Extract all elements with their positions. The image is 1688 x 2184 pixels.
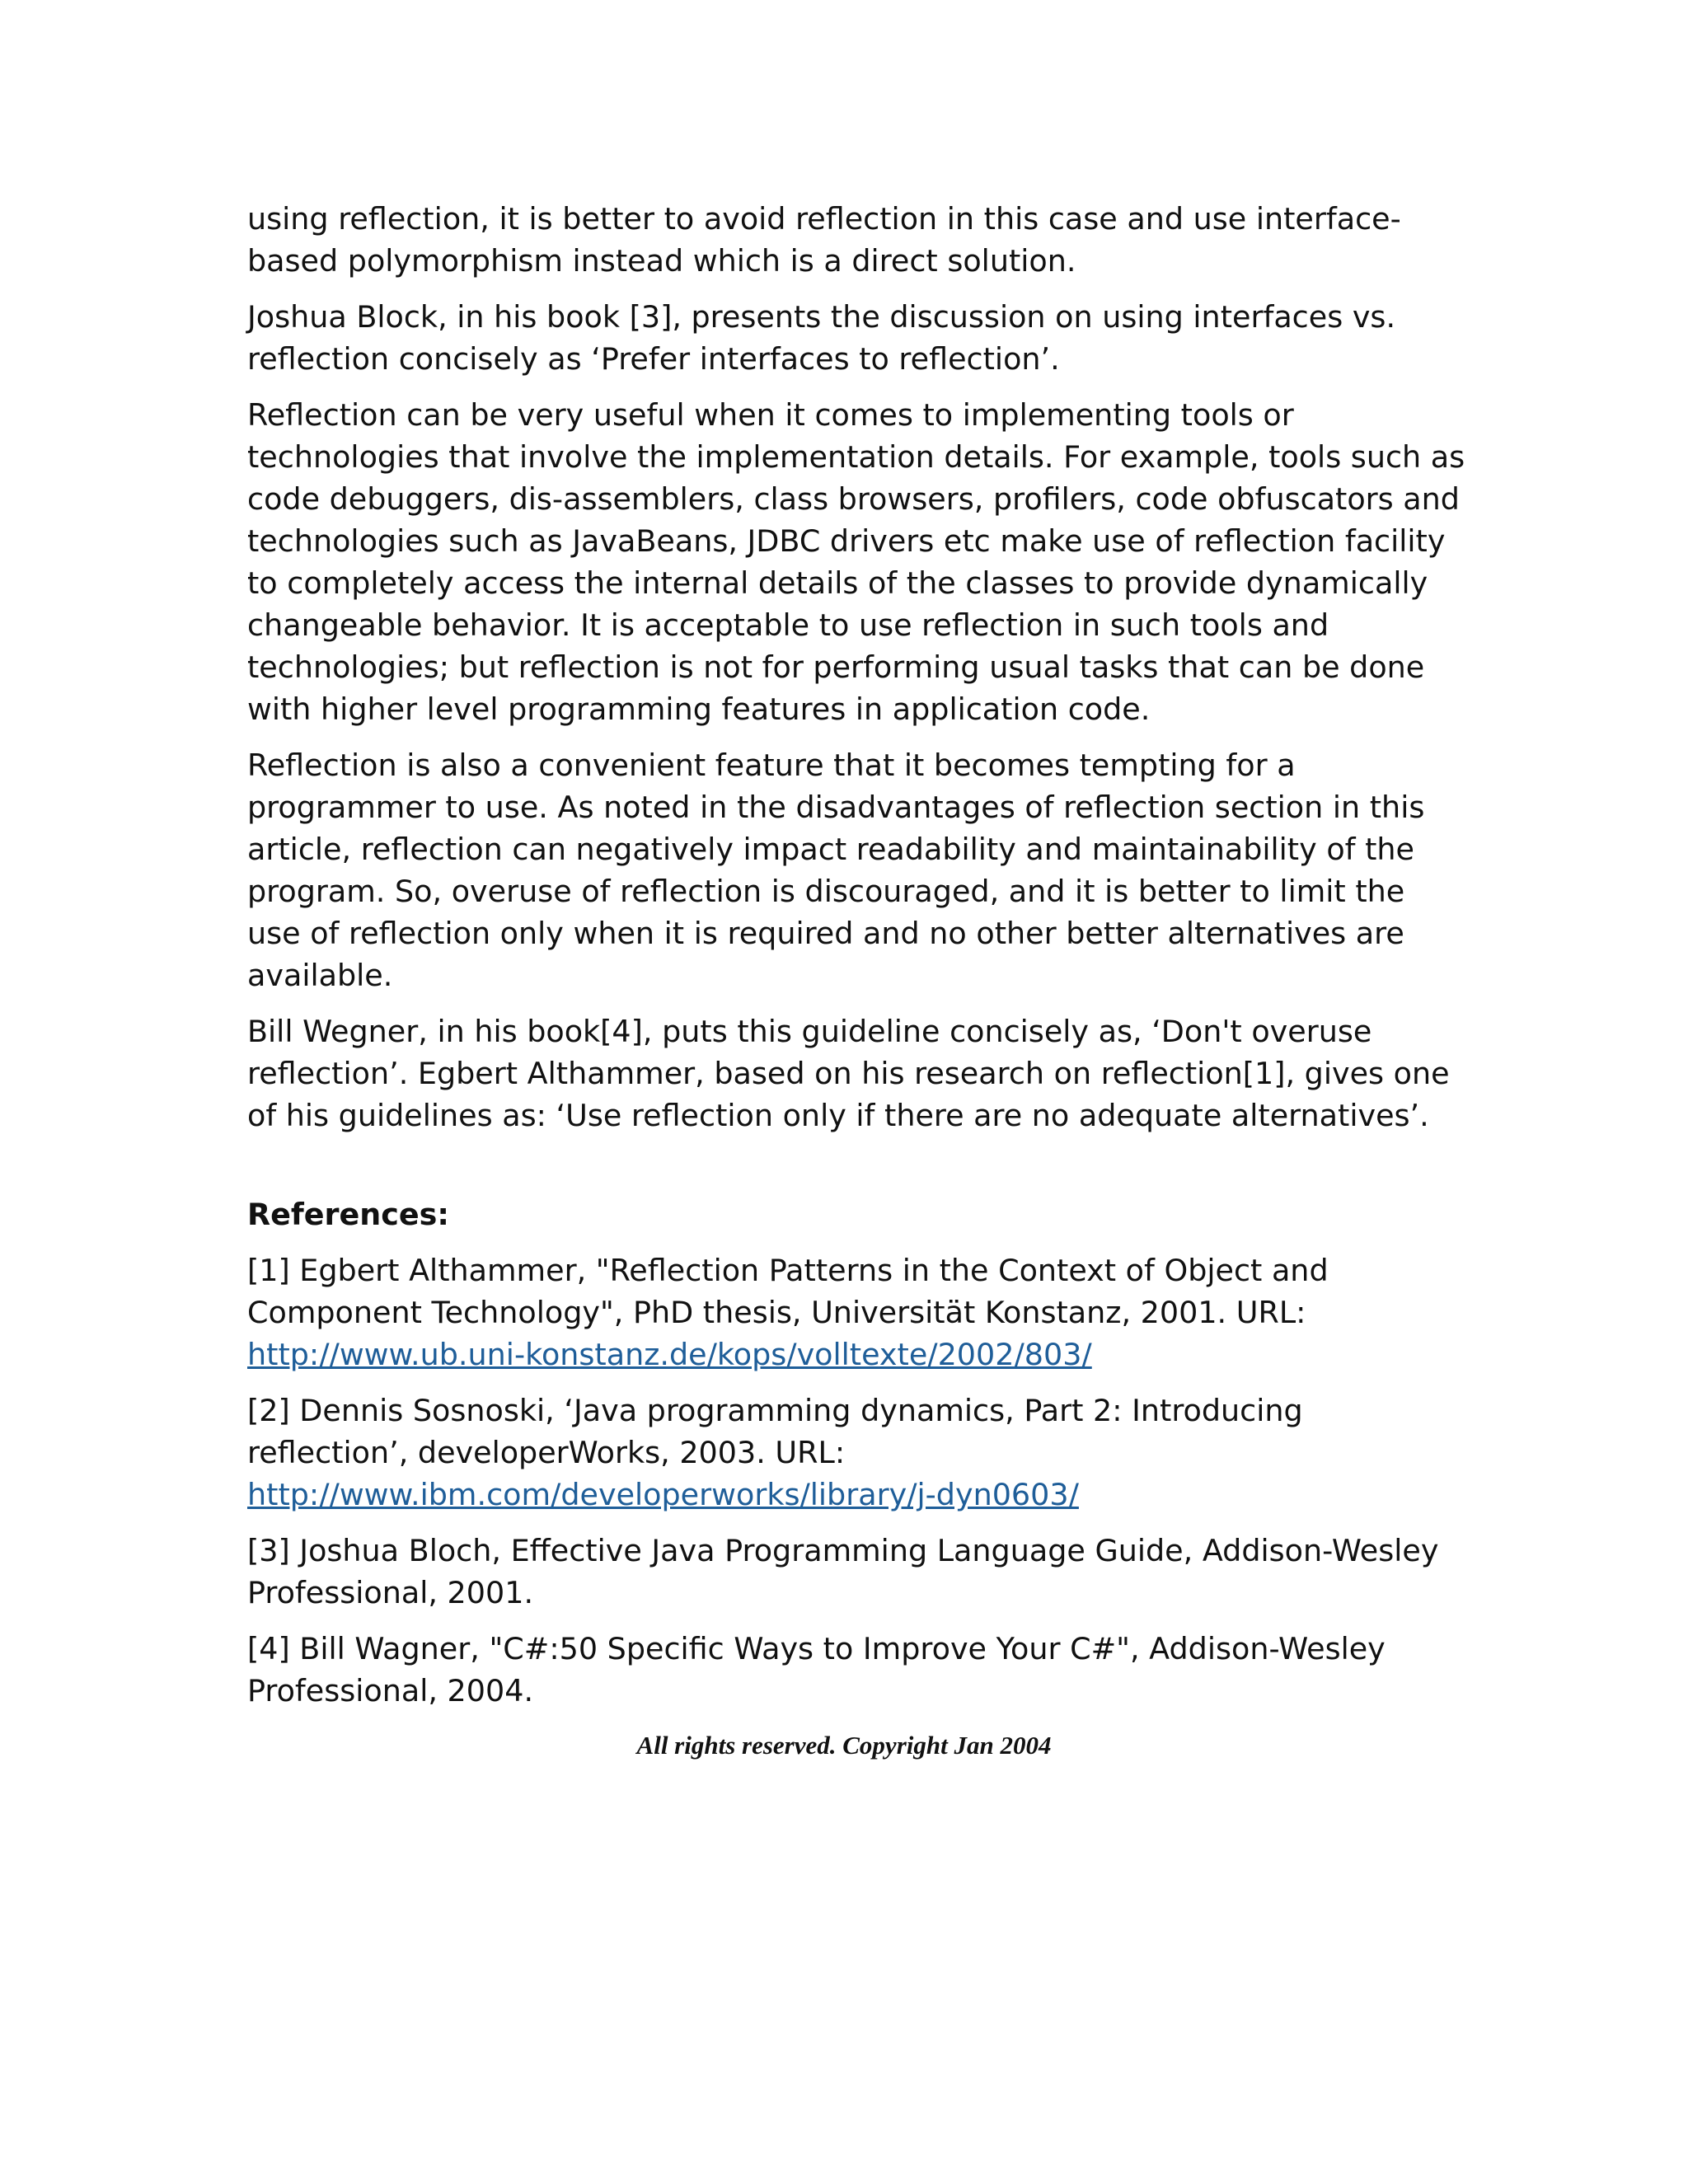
reference-link[interactable]: http://www.ub.uni-konstanz.de/kops/volltexte/2002/803/	[247, 1337, 1092, 1372]
reference-text: [4] Bill Wagner, "C#:50 Specific Ways to Improve Your C#", Addison-Wesley Professional, 2004.	[247, 1631, 1386, 1708]
paragraph-guidelines: Bill Wegner, in his book[4], puts this guideline concisely as, ‘Don't overuse reflection’. Egbert Althammer, based on his research on reflection[1], gives one of his guidelines as: ‘Use reflection only if there are no adequate alternatives’.	[247, 1014, 1450, 1133]
paragraph-overuse-discouraged: Reflection is also a convenient feature that it becomes tempting for a programmer to use. As noted in the disadvantages of reflection section in this article, reflection can negatively impact readability and maintainability of the program. So, overuse of reflection is discouraged, and it is better to limit the use of reflection only when it is required and no other better alternatives are available.	[247, 748, 1425, 993]
reference-text: [2] Dennis Sosnoski, ‘Java programming dynamics, Part 2: Introducing reflection’, developerWorks, 2003. URL:	[247, 1393, 1303, 1470]
document-body	[247, 198, 1467, 1726]
references-heading: References:	[247, 1197, 449, 1232]
reference-text: [1] Egbert Althammer, "Reflection Patterns in the Context of Object and Component Technology", PhD thesis, Universität Konstanz, 2001. URL:	[247, 1253, 1329, 1330]
section-spacer	[247, 1151, 1467, 1193]
reference-link[interactable]: http://www.ibm.com/developerworks/library/j-dyn0603/	[247, 1477, 1079, 1512]
reference-item-2	[247, 1390, 1467, 1516]
paragraph-tools-and-technologies: Reflection can be very useful when it comes to implementing tools or technologies that involve the implementation details. For example, tools such as code debuggers, dis-assemblers, class browsers, profilers, code obfuscators and technologies such as JavaBeans, JDBC drivers etc make use of reflection facility to completely access the internal details of the classes to provide dynamically changeable behavior. It is acceptable to use reflection in such tools and technologies; but reflection is not for performing usual tasks that can be done with higher level programming features in application code.	[247, 397, 1465, 727]
reference-text: [3] Joshua Bloch, Effective Java Programming Language Guide, Addison-Wesley Professional, 2001.	[247, 1533, 1439, 1610]
reference-item-1	[247, 1249, 1467, 1376]
copyright-footer: All rights reserved. Copyright Jan 2004	[636, 1731, 1052, 1760]
paragraph-interface-polymorphism: using reflection, it is better to avoid reflection in this case and use interface-based polymorphism instead which is a direct solution.	[247, 201, 1401, 279]
reference-item-4	[247, 1628, 1467, 1712]
paragraph-joshua-block: Joshua Block, in his book [3], presents the discussion on using interfaces vs. reflection concisely as ‘Prefer interfaces to reflection’.	[247, 299, 1396, 377]
reference-item-3	[247, 1530, 1467, 1614]
